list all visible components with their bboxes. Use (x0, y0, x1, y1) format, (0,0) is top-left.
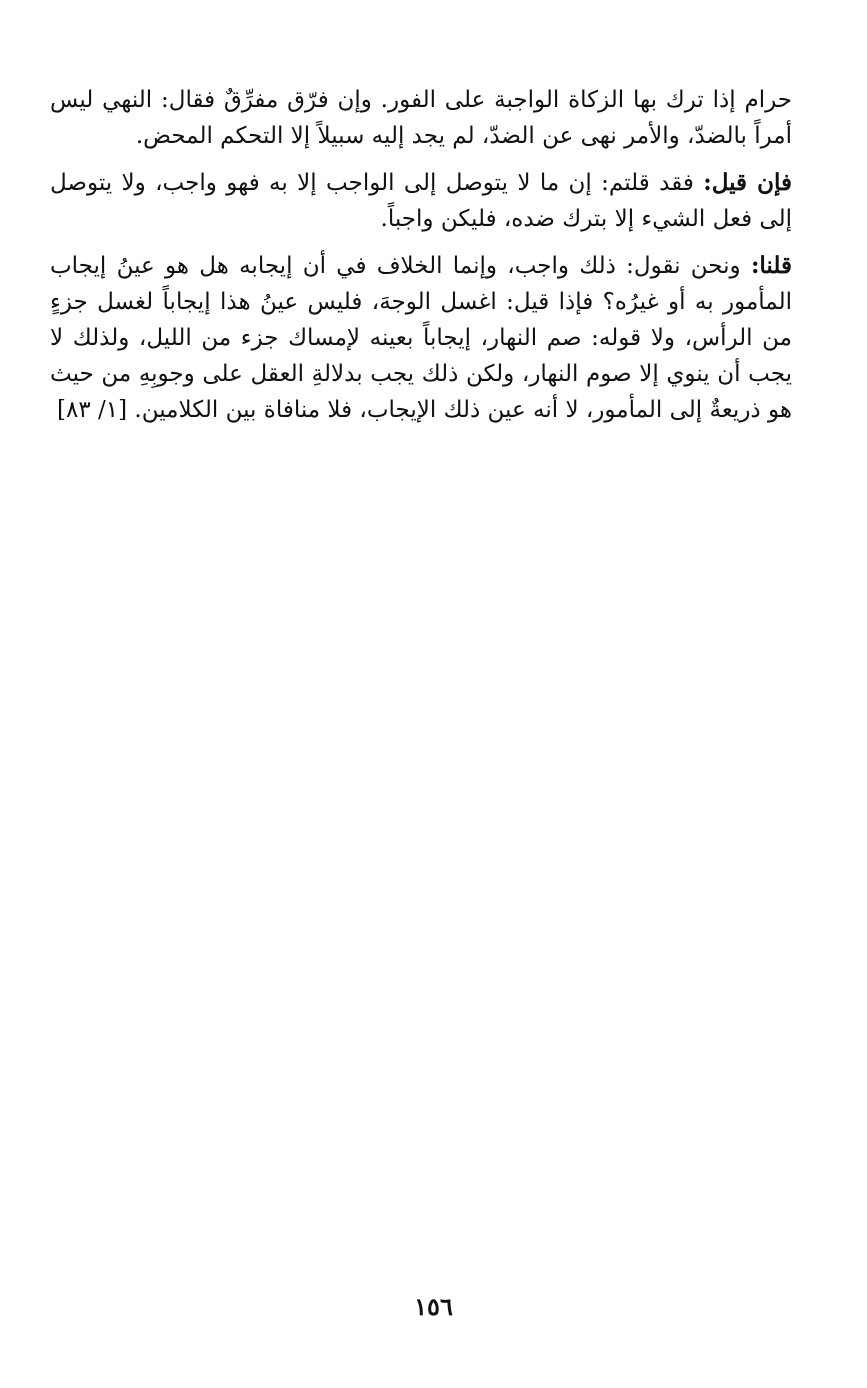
paragraph-1 (50, 82, 792, 154)
paragraph-3-lead: قلنا: (750, 252, 792, 279)
paragraph-3-text: ونحن نقول: ذلك واجب، وإنما الخلاف في أن إيجابه هل هو عينُ إيجاب المأمور به أو غيرُه؟ فإذا قيل: اغسل الوجهَ، فليس عينُ هذا إيجاباً لغسل جزءٍ من الرأس، ولا قوله: صم النهار، إيجاباً بعينه لإمساك جزء من الليل، ولذلك لا يجب أن ينوي إلا صوم النهار، ولكن ذلك يجب بدلالةِ العقل على وجوبِهِ من حيث هو ذريعةٌ إلى المأمور، لا أنه عين ذلك الإيجاب، فلا منافاة بين الكلامين. [١/ ٨٣] (50, 253, 792, 423)
body-text (50, 82, 792, 439)
paragraph-2-lead: فإن قيل: (703, 169, 793, 196)
paragraph-2-text: فقد قلتم: إن ما لا يتوصل إلى الواجب إلا به فهو واجب، ولا يتوصل إلى فعل الشيء إلا بترك ضده، فليكن واجباً. (50, 170, 792, 232)
page-number: ١٥٦ (414, 1292, 453, 1321)
paragraph-1-text: حرام إذا ترك بها الزكاة الواجبة على الفور. وإن فرّق مفرِّقٌ فقال: النهي ليس أمراً بالضدّ، والأمر نهى عن الضدّ، لم يجد إليه سبيلاً إلا التحكم المحض. (50, 87, 792, 149)
paragraph-2 (50, 165, 792, 237)
paragraph-3 (50, 248, 792, 428)
